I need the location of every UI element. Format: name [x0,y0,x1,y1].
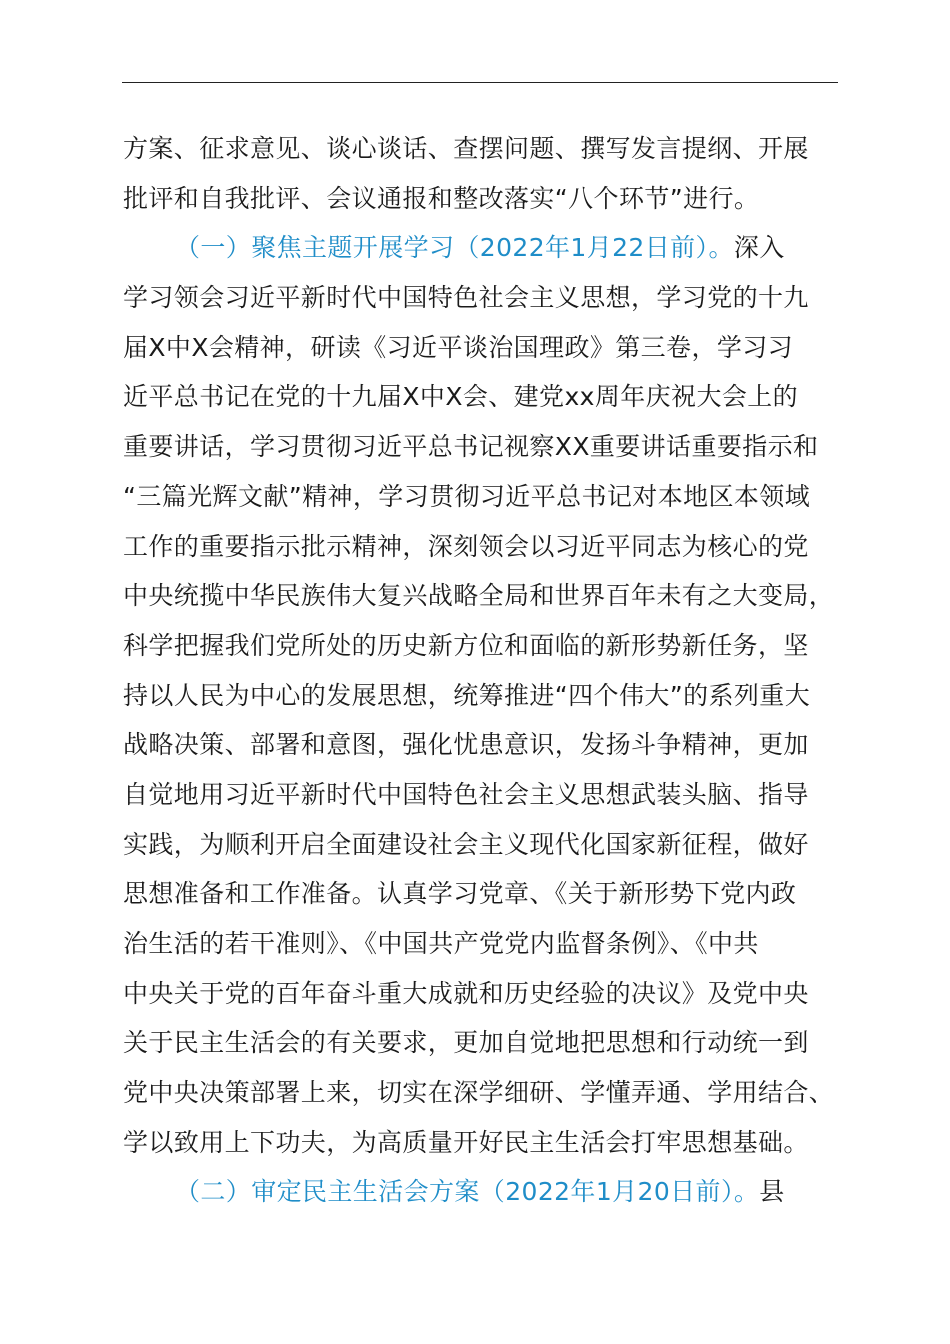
paragraph-line: 党中央决策部署上来，切实在深学细研、学懂弄通、学用结合、 [123,1078,835,1108]
section-1-first-line-rest: 深入 [733,233,785,263]
header-rule [122,82,838,83]
paragraph-line: 关于民主生活会的有关要求，更加自觉地把思想和行动统一到 [123,1028,809,1058]
paragraph-line: “三篇光辉文献”精神，学习贯彻习近平总书记对本地区本领域 [123,481,811,511]
paragraph-line: 科学把握我们党所处的历史新方位和面临的新形势新任务，坚 [123,630,809,660]
paragraph-line: 届X中X会精神，研读《习近平谈治国理政》第三卷，学习习 [123,332,794,362]
body-text [123,124,863,1217]
section-2-heading: （二）审定民主生活会方案（2022年1月20日前）。 [175,1177,760,1207]
paragraph-line: 治生活的若干准则》、《中国共产党党内监督条例》、《中共 [123,929,759,958]
paragraph-line: 方案、征求意见、谈心谈话、查摆问题、撰写发言提纲、开展 [123,134,809,163]
paragraph-line: 批评和自我批评、会议通报和整改落实“八个环节”进行。 [123,183,760,213]
paragraph-line: 学以致用上下功夫，为高质量开好民主生活会打牢思想基础。 [123,1127,809,1157]
paragraph-line: 思想准备和工作准备。认真学习党章、《关于新形势下党内政 [123,879,797,909]
section-2-first-line-rest: 县 [759,1177,785,1207]
paragraph-line: 近平总书记在党的十九届X中X会、建党xx周年庆祝大会上的 [123,382,799,412]
section-2-first-line [123,1167,863,1217]
section-1-heading: （一）聚焦主题开展学习（2022年1月22日前）。 [175,233,734,263]
paragraph-line: 自觉地用习近平新时代中国特色社会主义思想武装头脑、指导 [123,779,809,809]
paragraph-line: 中央统揽中华民族伟大复兴战略全局和世界百年未有之大变局， [123,581,835,611]
section-1-first-line [123,223,863,273]
paragraph-line: 战略决策、部署和意图，强化忧患意识，发扬斗争精神，更加 [123,730,809,760]
paragraph-line: 实践，为顺利开启全面建设社会主义现代化国家新征程，做好 [123,829,809,859]
paragraph-line: 持以人民为中心的发展思想，统筹推进“四个伟大”的系列重大 [123,680,811,710]
paragraph-line: 重要讲话，学习贯彻习近平总书记视察XX重要讲话重要指示和 [123,432,819,462]
paragraph-line: 中央关于党的百年奋斗重大成就和历史经验的决议》及党中央 [123,978,809,1008]
paragraph-line: 工作的重要指示批示精神，深刻领会以习近平同志为核心的党 [123,531,809,561]
paragraph-line: 学习领会习近平新时代中国特色社会主义思想，学习党的十九 [123,283,809,313]
